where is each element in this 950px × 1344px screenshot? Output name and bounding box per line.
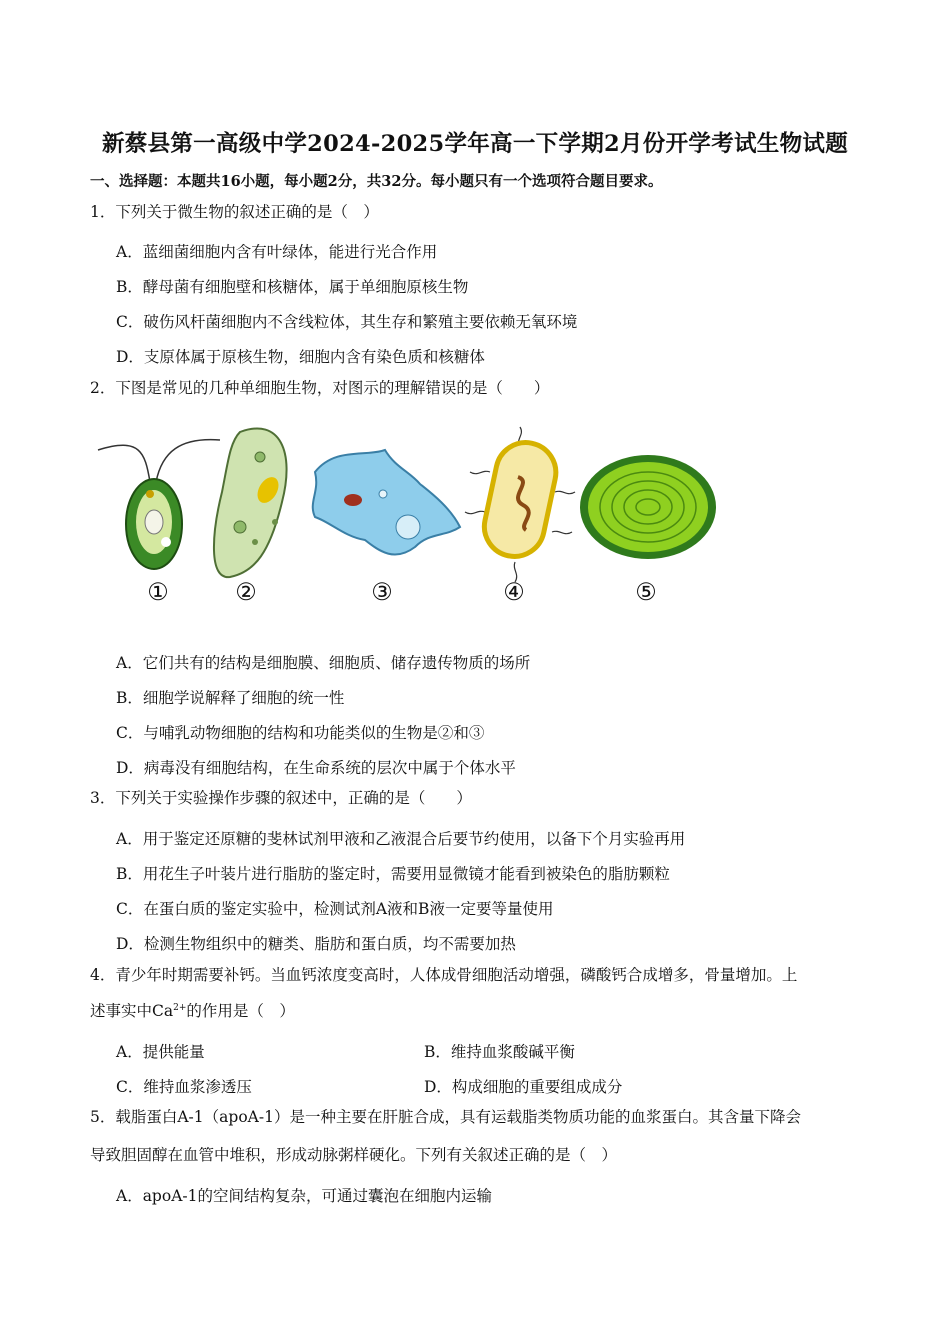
question-4-stem-line-1: 4．青少年时期需要补钙。当血钙浓度变高时，人体成骨细胞活动增强，磷酸钙合成增多，骨量增加。上 (90, 966, 798, 984)
page-title: 新蔡县第一高级中学2024-2025学年高一下学期2月份开学考试生物试题 (101, 131, 849, 157)
paramecium-illustration (214, 428, 287, 577)
amoeba-illustration (313, 450, 460, 555)
question-4-option-b: B．维持血浆酸碱平衡 (424, 1043, 575, 1061)
question-3-option-a: A．用于鉴定还原糖的斐林试剂甲液和乙液混合后要节约使用，以备下个月实验再用 (116, 830, 686, 848)
question-4-option-a: A．提供能量 (116, 1043, 205, 1061)
figure-label-3: ③ (371, 578, 393, 606)
question-2-option-c: C．与哺乳动物细胞的结构和功能类似的生物是②和③ (116, 724, 485, 742)
question-1-stem: 1．下列关于微生物的叙述正确的是（ ） (90, 203, 379, 221)
figure-label-1: ① (147, 578, 169, 606)
question-2-option-a: A．它们共有的结构是细胞膜、细胞质、储存遗传物质的场所 (116, 654, 531, 672)
question-3-option-d: D．检测生物组织中的糖类、脂肪和蛋白质，均不需要加热 (116, 935, 516, 953)
question-1-option-a: A．蓝细菌细胞内含有叶绿体，能进行光合作用 (116, 243, 438, 261)
figure-label-4: ④ (503, 578, 525, 606)
chlamydomonas-illustration (98, 440, 220, 569)
figure-label-2: ② (235, 578, 257, 606)
question-4-stem-superscript: 2+ (173, 1003, 187, 1013)
question-5-stem-line-1: 5．载脂蛋白A-1（apoA-1）是一种主要在肝脏合成，具有运载脂类物质功能的血浆蛋白。其含量下降会 (90, 1108, 801, 1126)
question-4-stem-pre: 述事实中Ca (90, 1002, 174, 1020)
question-3-option-b: B．用花生子叶装片进行脂肪的鉴定时，需要用显微镜才能看到被染色的脂肪颗粒 (116, 865, 670, 883)
question-5-option-a: A．apoA-1的空间结构复杂，可通过囊泡在细胞内运输 (116, 1187, 492, 1205)
figure-label-5: ⑤ (635, 578, 657, 606)
question-4-stem-line-2 (90, 1004, 295, 1020)
question-1-option-b: B．酵母菌有细胞壁和核糖体，属于单细胞原核生物 (116, 278, 469, 296)
question-3-option-c: C．在蛋白质的鉴定实验中，检测试剂A液和B液一定要等量使用 (116, 900, 554, 918)
question-1-option-c: C．破伤风杆菌细胞内不含线粒体，其生存和繁殖主要依赖无氧环境 (116, 313, 578, 331)
question-1-option-d: D．支原体属于原核生物，细胞内含有染色质和核糖体 (116, 348, 485, 366)
section-heading: 一、选择题：本题共16小题，每小题2分，共32分。每小题只有一个选项符合题目要求。 (90, 173, 663, 190)
question-3-stem: 3．下列关于实验操作步骤的叙述中，正确的是（ ） (90, 789, 472, 807)
question-2-stem: 2．下图是常见的几种单细胞生物，对图示的理解错误的是（ ） (90, 379, 550, 397)
question-2-option-d: D．病毒没有细胞结构，在生命系统的层次中属于个体水平 (116, 759, 516, 777)
cyanobacterium-illustration (580, 455, 716, 559)
question-4-option-d: D．构成细胞的重要组成成分 (424, 1078, 623, 1096)
question-4-option-c: C．维持血浆渗透压 (116, 1078, 252, 1096)
question-5-stem-line-2: 导致胆固醇在血管中堆积，形成动脉粥样硬化。下列有关叙述正确的是（ ） (90, 1146, 618, 1164)
question-2-option-b: B．细胞学说解释了细胞的统一性 (116, 689, 345, 707)
bacterium-illustration (465, 427, 575, 582)
question-4-stem-post: 的作用是（ ） (186, 1002, 295, 1020)
